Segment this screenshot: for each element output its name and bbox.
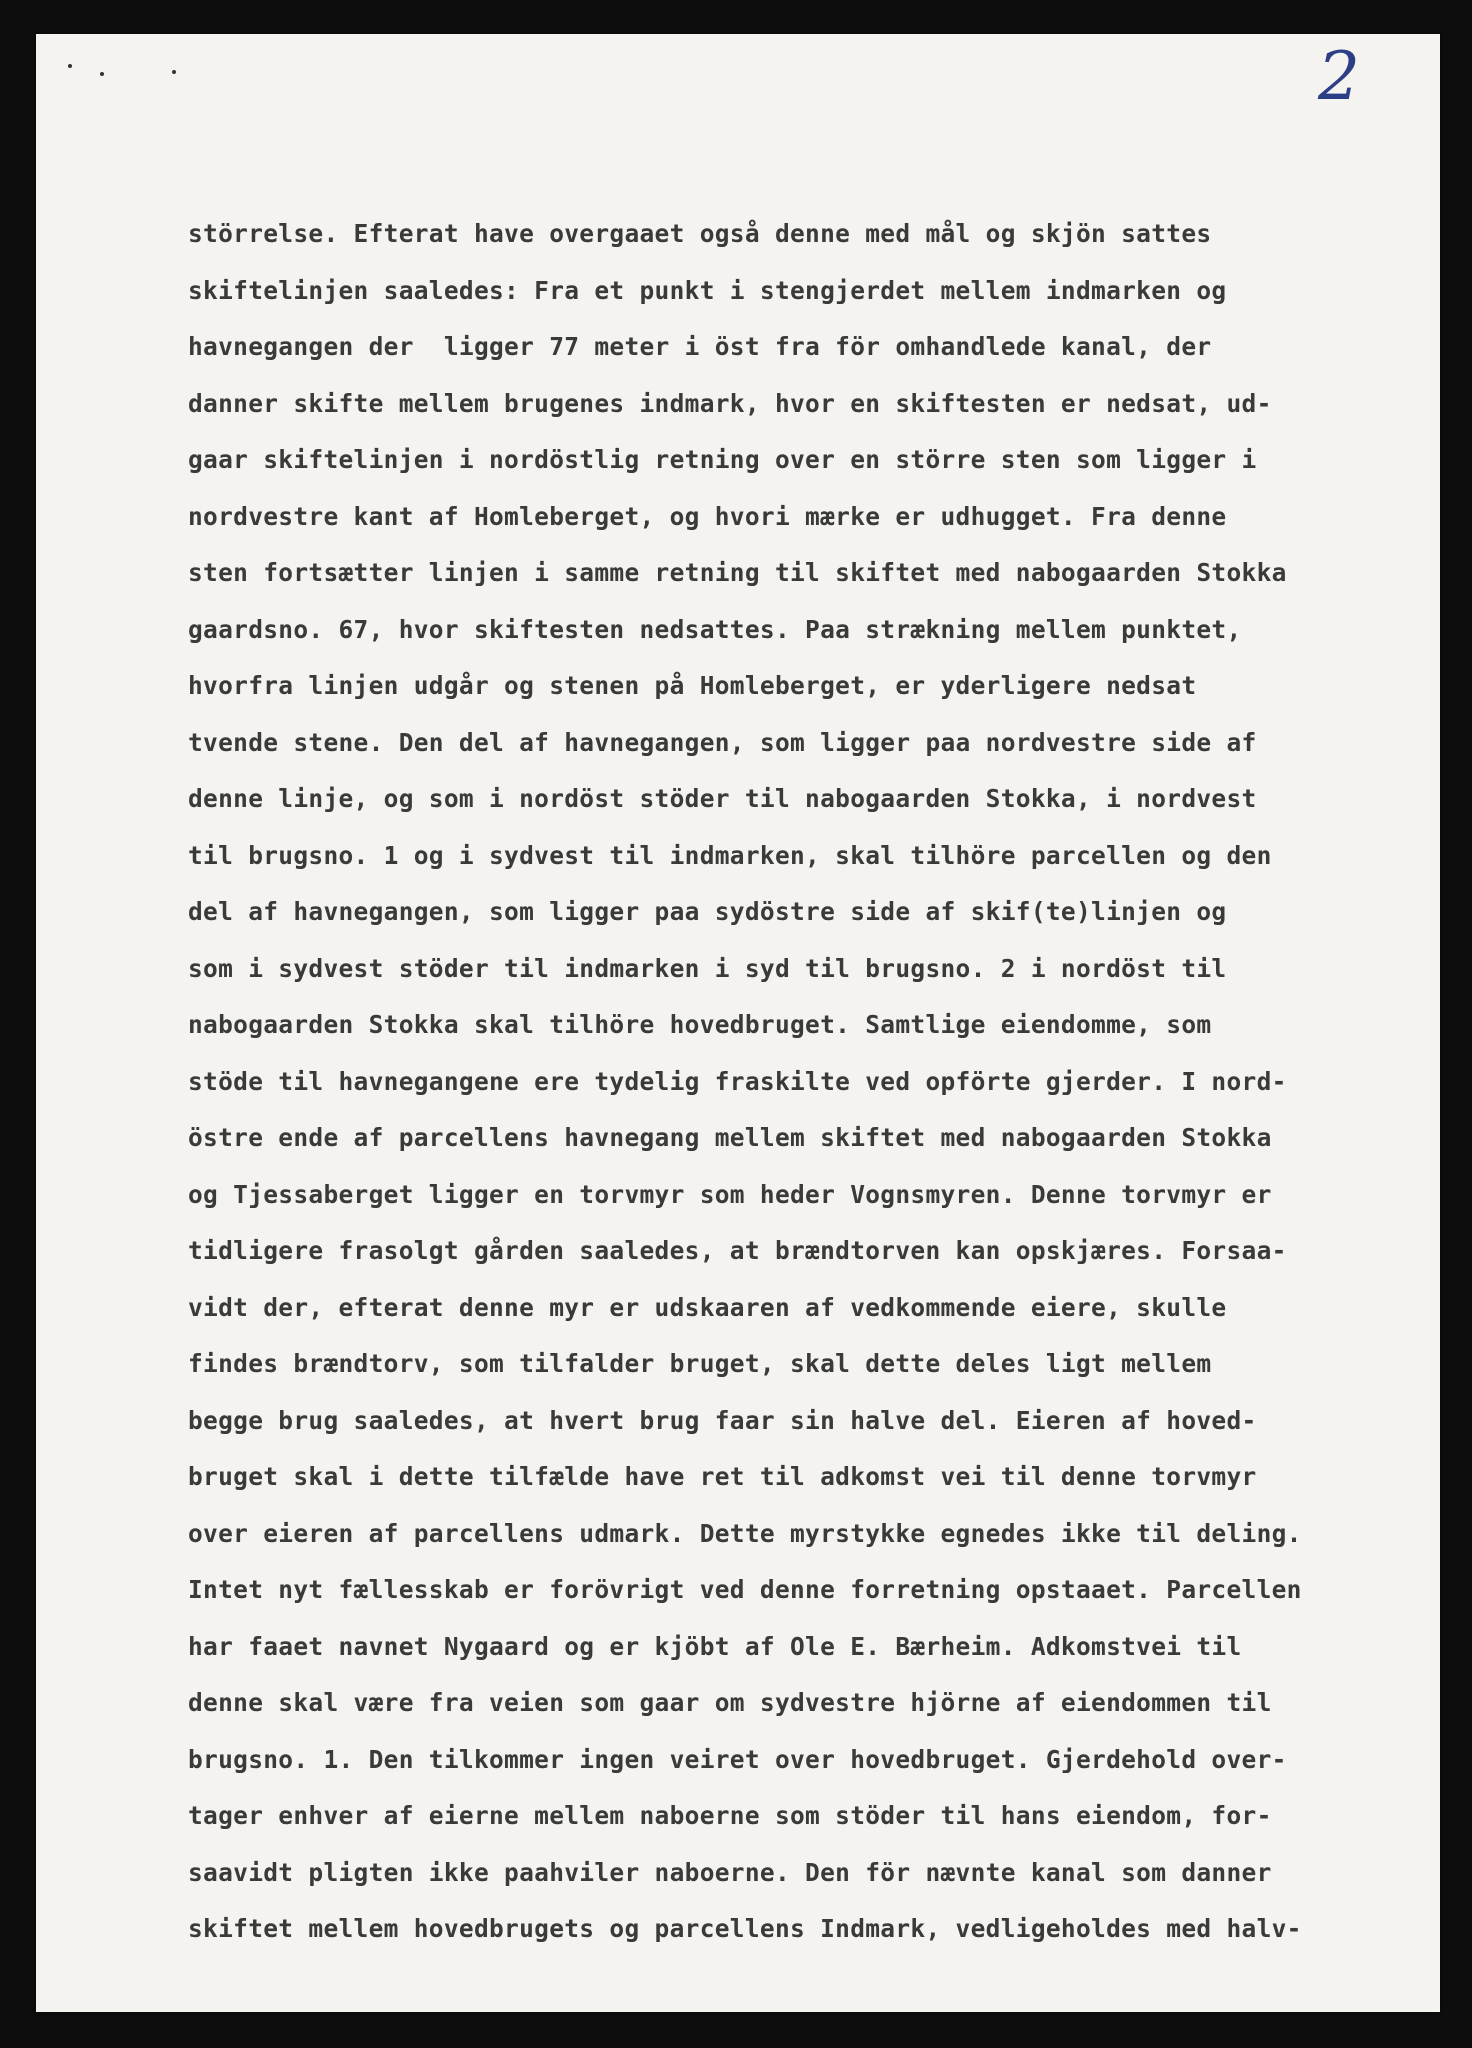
- text-line: störrelse. Efterat have overgaaet også denne med mål og skjön sattes: [188, 219, 1212, 248]
- text-line: tager enhver af eierne mellem naboerne som stöder til hans eiendom, for-: [188, 1801, 1272, 1830]
- text-line: brugsno. 1. Den tilkommer ingen veiret over hovedbruget. Gjerdehold over-: [188, 1744, 1287, 1774]
- page-number: 2: [1318, 38, 1360, 115]
- text-line: og Tjessaberget ligger en torvmyr som heder Vognsmyren. Denne torvmyr er: [188, 1179, 1272, 1209]
- punch-mark: [100, 72, 104, 76]
- text-line: over eieren af parcellens udmark. Dette myrstykke egnedes ikke til deling.: [188, 1518, 1302, 1548]
- text-line: gaardsno. 67, hvor skiftesten nedsattes. Paa strækning mellem punktet,: [188, 614, 1242, 644]
- text-line: skiftet mellem hovedbrugets og parcellens Indmark, vedligeholdes med halv-: [188, 1914, 1302, 1943]
- text-line: vidt der, efterat denne myr er udskaaren af vedkommende eiere, skulle: [188, 1292, 1227, 1322]
- text-line: har faaet navnet Nygaard og er kjöbt af Ole E. Bærheim. Adkomstvei til: [188, 1631, 1242, 1661]
- text-line: del af havnegangen, som ligger paa sydöstre side af skif(te)linjen og: [188, 897, 1227, 926]
- text-line: tidligere frasolgt gården saaledes, at brændtorven kan opskjæres. Forsaa-: [188, 1236, 1287, 1265]
- text-line: sten fortsætter linjen i samme retning til skiftet med nabogaarden Stokka: [188, 558, 1287, 587]
- text-line: Intet nyt fællesskab er forövrigt ved denne forretning opstaaet. Parcellen: [188, 1575, 1302, 1604]
- typed-text-block: [188, 206, 1458, 1958]
- text-line: nordvestre kant af Homleberget, og hvori mærke er udhugget. Fra denne: [188, 501, 1227, 531]
- text-line: begge brug saaledes, at hvert brug faar sin halve del. Eieren af hoved-: [188, 1405, 1257, 1435]
- text-line: denne linje, og som i nordöst stöder til nabogaarden Stokka, i nordvest: [188, 784, 1257, 813]
- text-line: havnegangen der ligger 77 meter i öst fra för omhandlede kanal, der: [188, 332, 1212, 361]
- text-line: hvorfra linjen udgår og stenen på Homleberget, er yderligere nedsat: [188, 671, 1197, 700]
- text-line: bruget skal i dette tilfælde have ret til adkomst vei til denne torvmyr: [188, 1462, 1257, 1491]
- document-page: [36, 34, 1440, 2012]
- text-line: östre ende af parcellens havnegang mellem skiftet med nabogaarden Stokka: [188, 1123, 1272, 1152]
- text-line: til brugsno. 1 og i sydvest til indmarken, skal tilhöre parcellen og den: [188, 840, 1272, 870]
- text-line: gaar skiftelinjen i nordöstlig retning over en större sten som ligger i: [188, 445, 1257, 474]
- text-line: stöde til havnegangene ere tydelig fraskilte ved opförte gjerder. I nord-: [188, 1066, 1287, 1096]
- text-line: denne skal være fra veien som gaar om sydvestre hjörne af eiendommen til: [188, 1688, 1272, 1717]
- text-line: findes brændtorv, som tilfalder bruget, skal dette deles ligt mellem: [188, 1349, 1212, 1378]
- text-line: saavidt pligten ikke paahviler naboerne. Den för nævnte kanal som danner: [188, 1857, 1272, 1887]
- text-line: tvende stene. Den del af havnegangen, som ligger paa nordvestre side af: [188, 727, 1257, 757]
- punch-mark: [68, 64, 72, 68]
- text-line: danner skifte mellem brugenes indmark, hvor en skiftesten er nedsat, ud-: [188, 388, 1272, 418]
- punch-mark: [172, 70, 176, 74]
- text-line: som i sydvest stöder til indmarken i syd til brugsno. 2 i nordöst til: [188, 953, 1227, 983]
- text-line: nabogaarden Stokka skal tilhöre hovedbruget. Samtlige eiendomme, som: [188, 1010, 1212, 1039]
- text-line: skiftelinjen saaledes: Fra et punkt i stengjerdet mellem indmarken og: [188, 275, 1227, 305]
